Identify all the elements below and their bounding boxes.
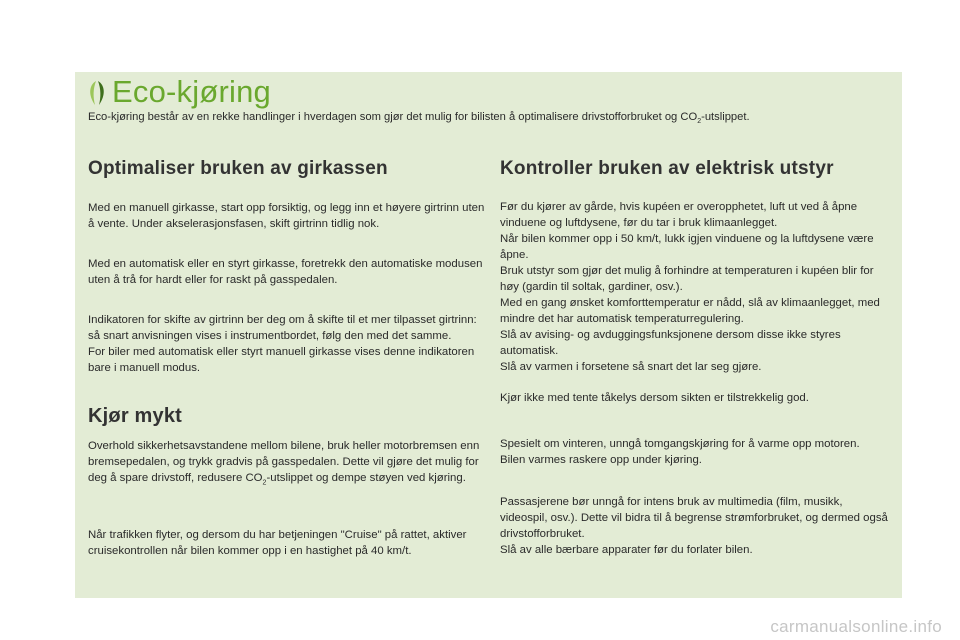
winter-line-1: Spesielt om vinteren, unngå tomgangskjøring for å varme opp motoren. xyxy=(500,438,860,450)
heading-electrical: Kontroller bruken av elektrisk utstyr xyxy=(500,158,834,179)
paragraph-automatic-gearbox: Med en automatisk eller en styrt girkasse, foretrekk den automatiske modusen uten å trå for hardt eller for raskt på gasspedalen. xyxy=(88,258,483,286)
gear-indicator-note: For biler med automatisk eller styrt manuell girkasse vises denne indikatoren bare i manuell modus. xyxy=(88,346,475,374)
climate-line-2: Når bilen kommer opp i 50 km/t, lukk igjen vinduene og la luftdysene være åpne. xyxy=(500,233,874,261)
paragraph-gear-indicator xyxy=(88,312,488,376)
climate-line-4: Med en gang ønsket komforttemperatur er nådd, slå av klimaanlegget, med mindre det har automatisk temperaturregulering. xyxy=(500,297,880,325)
paragraph-safety-distance: Overhold sikkerhetsavstandene mellom bilene, bruk heller motorbremsen enn bremsepedalen, og trykk gradvis på gasspedalen. Dette vil gjøre det mulig for deg å spare drivstoff, redusere $CO_2$-utslippet og dempe støyen ved kjøring. xyxy=(88,440,480,487)
multimedia-line-1: Passasjerene bør unngå for intens bruk av multimedia (film, musikk, videospil, osv.). Dette vil bidra til å begrense strømforbruket, og dermed også drivstofforbruket. xyxy=(500,496,888,540)
paragraph-climate xyxy=(500,199,892,375)
winter-line-2: Bilen varmes raskere opp under kjøring. xyxy=(500,454,702,466)
gear-indicator-text: Indikatoren for skifte av girtrinn ber deg om å skifte til et mer tilpasset girtrinn: så snart anvisningen vises i instrumentbordet, følg den med det samme. xyxy=(88,314,477,342)
climate-line-5: Slå av avising- og avduggingsfunksjonene dersom disse ikke styres automatisk. xyxy=(500,329,841,357)
paragraph-cruise-control: Når trafikken flyter, og dersom du har betjeningen "Cruise" på rattet, aktiver cruisekontrollen når bilen kommer opp i en hastighet på 40 km/t. xyxy=(88,529,467,557)
page-title: Eco-kjøring xyxy=(112,74,271,109)
climate-line-6: Slå av varmen i forsetene så snart det lar seg gjøre. xyxy=(500,361,762,373)
paragraph-winter xyxy=(500,436,892,468)
paragraph-multimedia xyxy=(500,494,892,558)
intro-text: Eco-kjøring består av en rekke handlinger i hverdagen som gjør det mulig for bilisten å optimalisere drivstofforbruket og $CO_2$-utslippet. xyxy=(88,111,750,126)
heading-gearbox: Optimaliser bruken av girkassen xyxy=(88,158,388,179)
climate-line-1: Før du kjører av gårde, hvis kupéen er overopphetet, luft ut ved å åpne vinduene og luftdysene, før du tar i bruk klimaanlegget. xyxy=(500,201,858,229)
paragraph-manual-gearbox: Med en manuell girkasse, start opp forsiktig, og legg inn et høyere girtrinn uten å vente. Under akselerasjonsfasen, skift girtrinn tidlig nok. xyxy=(88,202,485,230)
watermark: carmanualsonline.info xyxy=(770,617,942,636)
leaf-icon xyxy=(87,80,107,106)
climate-line-3: Bruk utstyr som gjør det mulig å forhindre at temperaturen i kupéen blir for høy (gardin til soltak, gardiner, osv.). xyxy=(500,265,874,293)
multimedia-line-2: Slå av alle bærbare apparater før du forlater bilen. xyxy=(500,544,753,556)
heading-drive-smooth: Kjør mykt xyxy=(88,405,183,427)
paragraph-fog-lights: Kjør ikke med tente tåkelys dersom sikten er tilstrekkelig god. xyxy=(500,392,809,404)
